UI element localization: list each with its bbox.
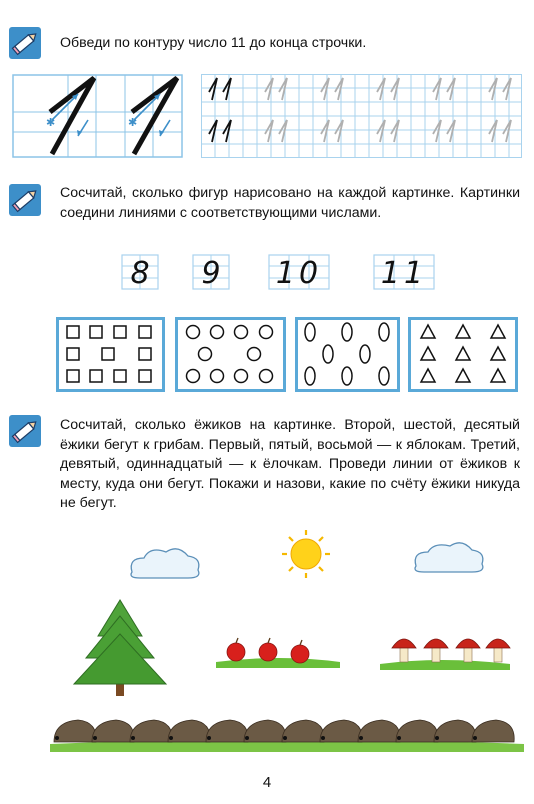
hedgehog: [282, 720, 324, 742]
apples-group: [216, 638, 340, 668]
svg-text:10: 10: [275, 256, 323, 290]
svg-text:✱: ✱: [46, 116, 56, 129]
cloud-left: [131, 549, 199, 578]
pencil-task-icon: [8, 183, 42, 217]
task1-instruction: Обведи по контуру число 11 до конца строчки.: [60, 35, 367, 51]
number-card-10[interactable]: [268, 254, 330, 290]
cloud-right: [415, 543, 483, 572]
numeral-sample-box: [12, 74, 183, 158]
hedgehog: [396, 720, 438, 742]
page-number: 4: [262, 774, 272, 791]
svg-text:9: 9: [201, 256, 221, 290]
picture-triangles[interactable]: [408, 317, 518, 392]
svg-text:11: 11: [380, 256, 428, 290]
pencil-task-icon: [8, 26, 42, 60]
pencil-task-icon: [8, 414, 42, 448]
hedgehog: [434, 720, 476, 742]
picture-squares[interactable]: [56, 317, 165, 392]
fir-tree-icon: [74, 600, 166, 696]
hedgehog: [54, 720, 96, 742]
hedgehog: [130, 720, 172, 742]
hedgehog: [472, 720, 514, 742]
hedgehog: [244, 720, 286, 742]
hedgehog: [168, 720, 210, 742]
svg-text:8: 8: [130, 256, 150, 290]
number-card-11[interactable]: [373, 254, 435, 290]
picture-circles[interactable]: [175, 317, 286, 392]
hedgehog: [358, 720, 400, 742]
hedgehog: [206, 720, 248, 742]
hedgehog: [320, 720, 362, 742]
hedgehog-illustration: [40, 530, 530, 760]
picture-ovals[interactable]: [295, 317, 400, 392]
svg-text:✱: ✱: [128, 116, 138, 129]
number-card-9[interactable]: [192, 254, 230, 290]
task3-instruction: Сосчитай, сколько ёжиков на картинке. Второй, шестой, десятый ёжики бегут к грибам. Первый, пятый, восьмой — к яблокам. Третий, девятый, одиннадцатый — к ёлочкам. Проведи линии от ёжиков к месту, куда они бегут. Покажи и назови, какие по счёту ёжики никуда не бегут.: [60, 417, 520, 511]
task2-instruction: Сосчитай, сколько фигур нарисовано на каждой картинке. Картинки соедини линиями с соответствующими числами.: [60, 185, 520, 221]
tracing-grid[interactable]: [201, 74, 522, 158]
hedgehog-row: [54, 720, 514, 742]
hedgehog: [92, 720, 134, 742]
sun-icon: [282, 530, 330, 578]
mushrooms-group: [380, 639, 510, 670]
number-card-8[interactable]: [121, 254, 159, 290]
